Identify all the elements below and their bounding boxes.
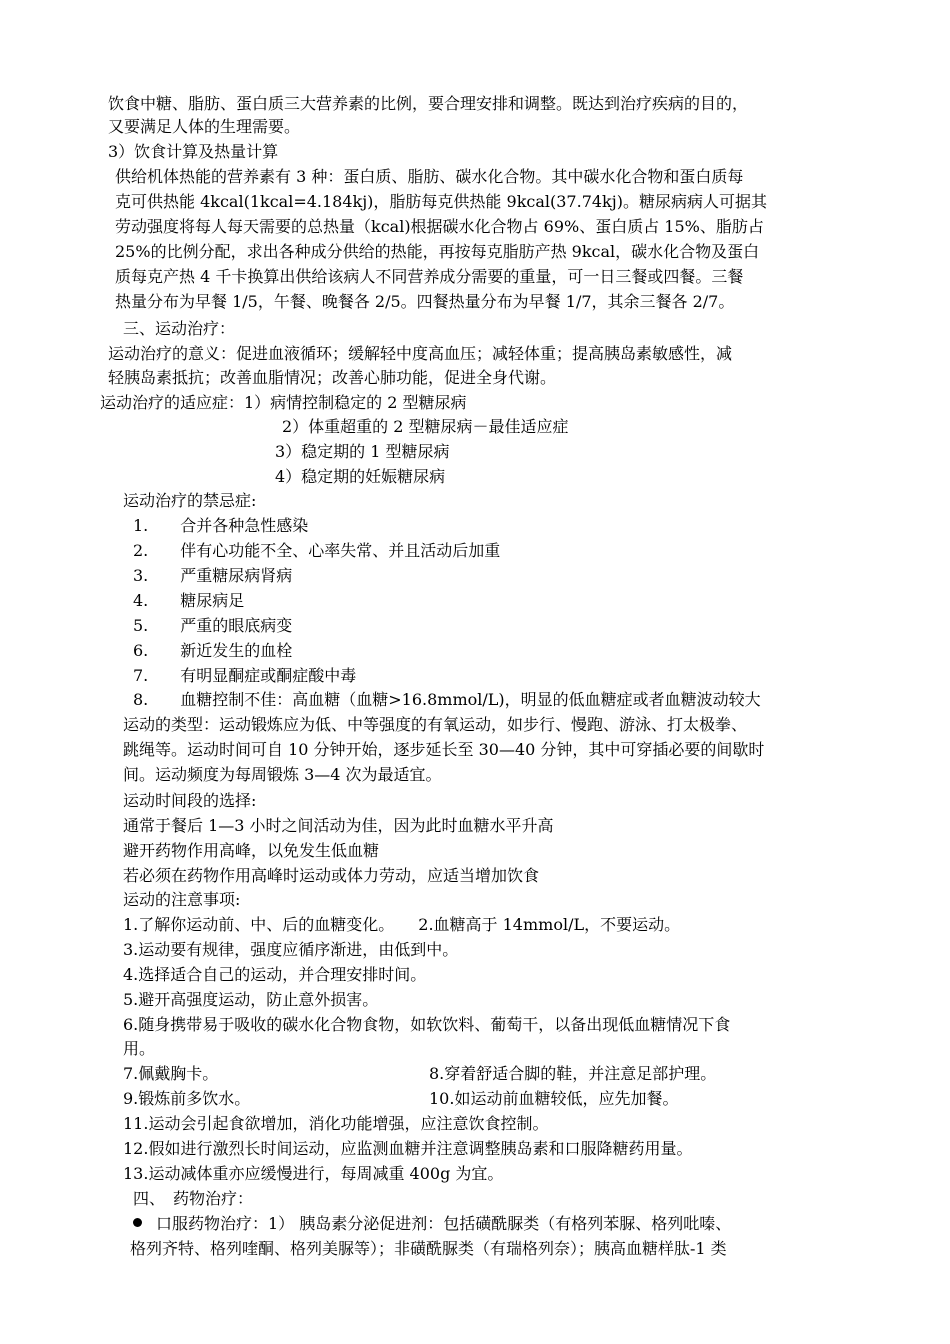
- text-line: 格列齐特、格列喹酮、格列美脲等）；非磺酰脲类（有瑞格列奈）；胰高血糖样肽-1 类: [130, 1239, 727, 1258]
- text-line: 轻胰岛素抵抗；改善血脂情况；改善心肺功能，促进全身代谢。: [108, 368, 557, 387]
- list-item: 5.避开高强度运动，防止意外损害。: [123, 990, 379, 1009]
- text-line: 运动的类型：运动锻炼应为低、中等强度的有氧运动，如步行、慢跑、游泳、打太极拳、: [123, 715, 748, 734]
- section-heading: 三、运动治疗：: [123, 319, 236, 338]
- text-line: 跳绳等。运动时间可自 10 分钟开始，逐步延长至 30—40 分钟，其中可穿插必要的间歇时: [123, 740, 765, 759]
- text-line: 饮食中糖、脂肪、蛋白质三大营养素的比例，要合理安排和调整。既达到治疗疾病的目的，: [108, 94, 749, 113]
- text-line: 运动治疗的意义：促进血液循环；缓解轻中度高血压；减轻体重；提高胰岛素敏感性，减: [108, 344, 733, 363]
- list-item: 1. 合并各种急性感染: [133, 516, 309, 535]
- text-line: 避开药物作用高峰，以免发生低血糖: [123, 841, 380, 860]
- text-line: 质每克产热 4 千卡换算出供给该病人不同营养成分需要的重量，可一日三餐或四餐。三餐: [115, 267, 744, 286]
- list-item: 1.了解你运动前、中、后的血糖变化。 2.血糖高于 14mmol/L，不要运动。: [123, 915, 681, 934]
- subheading: 运动的注意事项:: [123, 890, 241, 909]
- text-line: 间。运动频度为每周锻炼 3—4 次为最适宜。: [123, 765, 442, 784]
- list-item: 6. 新近发生的血栓: [133, 641, 293, 660]
- list-item: 4. 糖尿病足: [133, 591, 245, 610]
- bullet-icon: [133, 1218, 142, 1227]
- text-line: 供给机体热能的营养素有 3 种：蛋白质、脂肪、碳水化合物。其中碳水化合物和蛋白质每: [115, 167, 744, 186]
- list-item: 10.如运动前血糖较低，应先加餐。: [429, 1089, 679, 1108]
- text-line: 25%的比例分配，求出各种成分供给的热能，再按每克脂肪产热 9kcal，碳水化合物及蛋白: [115, 242, 760, 261]
- text-line: 克可供热能 4kcal(1kcal=4.184kj)，脂肪每克供热能 9kcal(37.74kj)。糖尿病病人可据其: [115, 192, 767, 211]
- subheading: 运动时间段的选择:: [123, 791, 257, 810]
- list-item: 5. 严重的眼底病变: [133, 616, 293, 635]
- bullet-item: [133, 1213, 731, 1235]
- list-item: 2）体重超重的 2 型糖尿病－最佳适应症: [282, 417, 569, 436]
- list-item: 4）稳定期的妊娠糖尿病: [275, 467, 446, 486]
- section-heading: 3）饮食计算及热量计算: [108, 142, 279, 161]
- text-line: 若必须在药物作用高峰时运动或体力劳动，应适当增加饮食: [123, 866, 540, 885]
- list-item: 13.运动减体重亦应缓慢进行，每周减重 400g 为宜。: [123, 1164, 504, 1183]
- list-item: 2. 伴有心功能不全、心率失常、并且活动后加重: [133, 541, 501, 560]
- text-line: 运动治疗的适应症：1）病情控制稳定的 2 型糖尿病: [100, 393, 467, 412]
- list-item: 7. 有明显酮症或酮症酸中毒: [133, 666, 357, 685]
- list-item: 11.运动会引起食欲增加，消化功能增强，应注意饮食控制。: [123, 1114, 549, 1133]
- list-item: 9.锻炼前多饮水。: [123, 1089, 251, 1108]
- subheading: 运动治疗的禁忌症:: [123, 491, 257, 510]
- text-line: 劳动强度将每人每天需要的总热量（kcal)根据碳水化合物占 69%、蛋白质占 15%、脂肪占: [115, 217, 764, 236]
- list-item: 3. 严重糖尿病肾病: [133, 566, 293, 585]
- text-line: 又要满足人体的生理需要。: [108, 117, 301, 136]
- bullet-text: 口服药物治疗：1） 胰岛素分泌促进剂：包括磺酰脲类（有格列苯脲、格列吡嗪、: [156, 1214, 732, 1233]
- list-item: 8.穿着舒适合脚的鞋，并注意足部护理。: [429, 1064, 717, 1083]
- text-line: 热量分布为早餐 1/5，午餐、晚餐各 2/5。四餐热量分布为早餐 1/7，其余三餐各 2/7。: [115, 292, 735, 311]
- section-heading: 四、 药物治疗：: [133, 1189, 254, 1208]
- list-item: 用。: [123, 1039, 156, 1058]
- list-item: 6.随身携带易于吸收的碳水化合物食物，如软饮料、葡萄干，以备出现低血糖情况下食: [123, 1015, 731, 1034]
- text-line: 通常于餐后 1—3 小时之间活动为佳，因为此时血糖水平升高: [123, 816, 554, 835]
- list-item: 7.佩戴胸卡。: [123, 1064, 219, 1083]
- list-item: 3.运动要有规律，强度应循序渐进，由低到中。: [123, 940, 459, 959]
- list-item: 3）稳定期的 1 型糖尿病: [275, 442, 450, 461]
- list-item: 8. 血糖控制不佳：高血糖（血糖>16.8mmol/L)，明显的低血糖症或者血糖波动较大: [133, 690, 761, 709]
- list-item: 12.假如进行激烈长时间运动，应监测血糖并注意调整胰岛素和口服降糖药用量。: [123, 1139, 693, 1158]
- list-item: 4.选择适合自己的运动，并合理安排时间。: [123, 965, 427, 984]
